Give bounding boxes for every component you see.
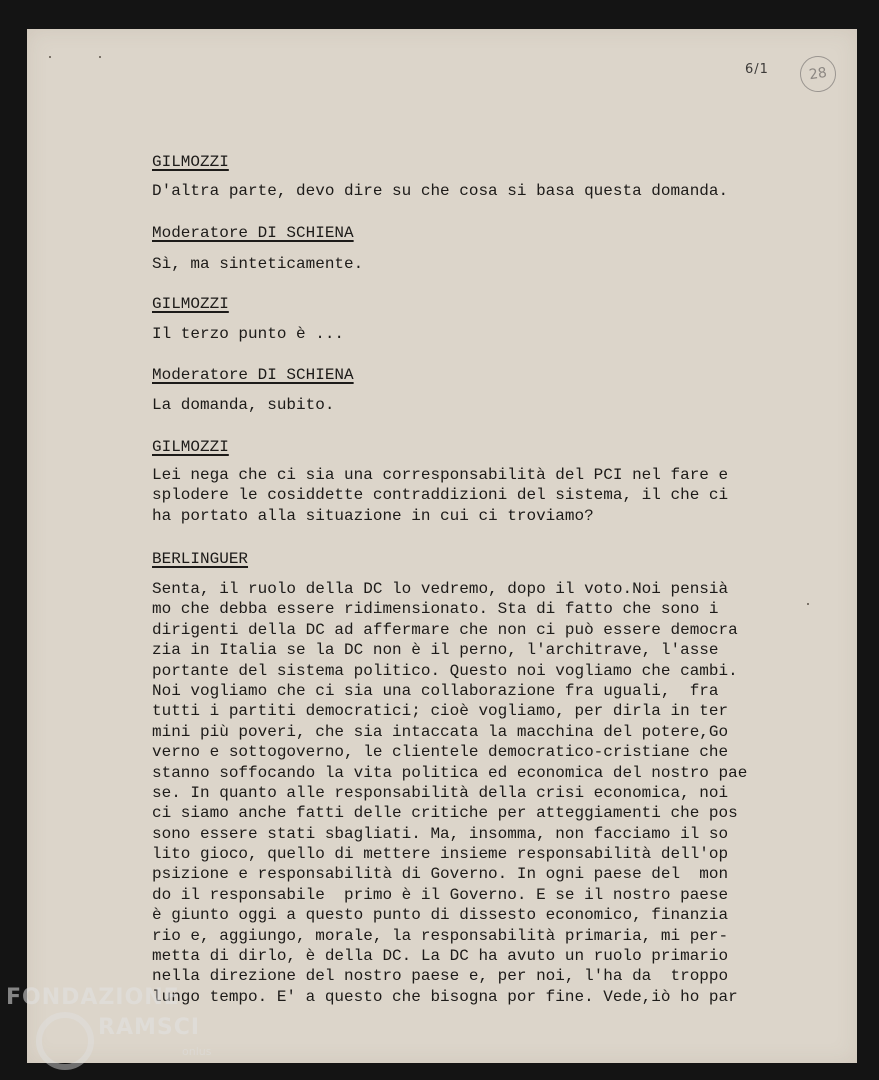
paper-speck (807, 603, 809, 605)
text-line: do il responsabile primo è il Governo. E se il nostro paese (152, 885, 729, 904)
text-line: Lei nega che ci sia una corresponsabilità del PCI nel fare e (152, 466, 729, 484)
paper-speck (99, 56, 101, 58)
speaker-name: Moderatore DI SCHIENA (152, 224, 354, 242)
text-line: lungo tempo. E' a questo che bisogna por fine. Vede,iò ho par (152, 987, 738, 1006)
text-line: La domanda, subito. (152, 396, 335, 414)
text-line: Il terzo punto è ... (152, 325, 345, 343)
text-line: lito gioco, quello di mettere insieme responsabilità dell'op (152, 845, 729, 864)
text-line: ha portato alla situazione in cui ci troviamo? (152, 506, 594, 525)
speaker-name: Moderatore DI SCHIENA (152, 366, 354, 384)
text-line: Senta, il ruolo della DC lo vedremo, dopo il voto.Noi pensià (152, 580, 729, 598)
watermark-line-2: RAMSCI (98, 1015, 201, 1040)
speaker-name: GILMOZZI (152, 295, 229, 313)
text-line: ci siamo anche fatti delle critiche per atteggiamenti che pos (152, 804, 738, 823)
page-number: 6/1 (745, 62, 769, 77)
speaker-name: BERLINGUER (152, 550, 249, 568)
speech-paragraph (152, 254, 363, 274)
watermark-g-logo-icon (36, 1012, 94, 1070)
speech-paragraph (152, 395, 334, 415)
text-line: D'altra parte, devo dire su che cosa si basa questa domanda. (152, 182, 729, 200)
text-line: dirigenti della DC ad affermare che non ci può essere democra (152, 620, 738, 639)
stamp-number: 28 (808, 64, 828, 84)
text-line: è giunto oggi a questo punto di dissesto economico, finanzia (152, 906, 729, 925)
text-line: portante del sistema politico. Questo noi vogliamo che cambi. (152, 661, 738, 680)
text-line: zia in Italia se la DC non è il perno, l'architrave, l'asse (152, 641, 719, 660)
text-line: mo che debba essere ridimensionato. Sta di fatto che sono i (152, 600, 719, 619)
text-line: metta di dirlo, è della DC. La DC ha avuto un ruolo primario (152, 947, 729, 966)
text-line: verno e sottogoverno, le clientele democratico-cristiane che (152, 743, 729, 762)
speaker-name: GILMOZZI (152, 153, 229, 171)
text-line: Sì, ma sinteticamente. (152, 255, 364, 273)
speaker-name: GILMOZZI (152, 438, 229, 456)
text-line: sono essere stati sbagliati. Ma, insomma, non facciamo il so (152, 824, 729, 843)
text-line: se. In quanto alle responsabilità della crisi economica, noi (152, 783, 729, 802)
text-line: mini più poveri, che sia intaccata la macchina del potere,Go (152, 722, 729, 741)
text-line: splodere le cosiddette contraddizioni del sistema, il che ci (152, 486, 729, 505)
speech-paragraph (152, 324, 344, 344)
archive-watermark (6, 985, 226, 1080)
speech-paragraph (152, 181, 728, 201)
text-line: tutti i partiti democratici; cioè vogliamo, per dirla in ter (152, 702, 729, 721)
text-line: nella direzione del nostro paese e, per noi, l'ha da troppo (152, 967, 729, 986)
watermark-line-1: FONDAZIONE (6, 985, 180, 1010)
speech-paragraph (152, 579, 747, 1007)
paper-speck (49, 56, 51, 58)
text-line: stanno soffocando la vita politica ed economica del nostro pae (152, 763, 748, 782)
text-line: psizione e responsabilità di Governo. In ogni paese del mon (152, 865, 729, 884)
text-line: rio e, aggiungo, morale, la responsabilità primaria, mi per- (152, 926, 729, 945)
watermark-subtitle: onlus (182, 1045, 212, 1058)
text-line: Noi vogliamo che ci sia una collaborazione fra uguali, fra (152, 681, 719, 700)
speech-paragraph (152, 465, 728, 526)
